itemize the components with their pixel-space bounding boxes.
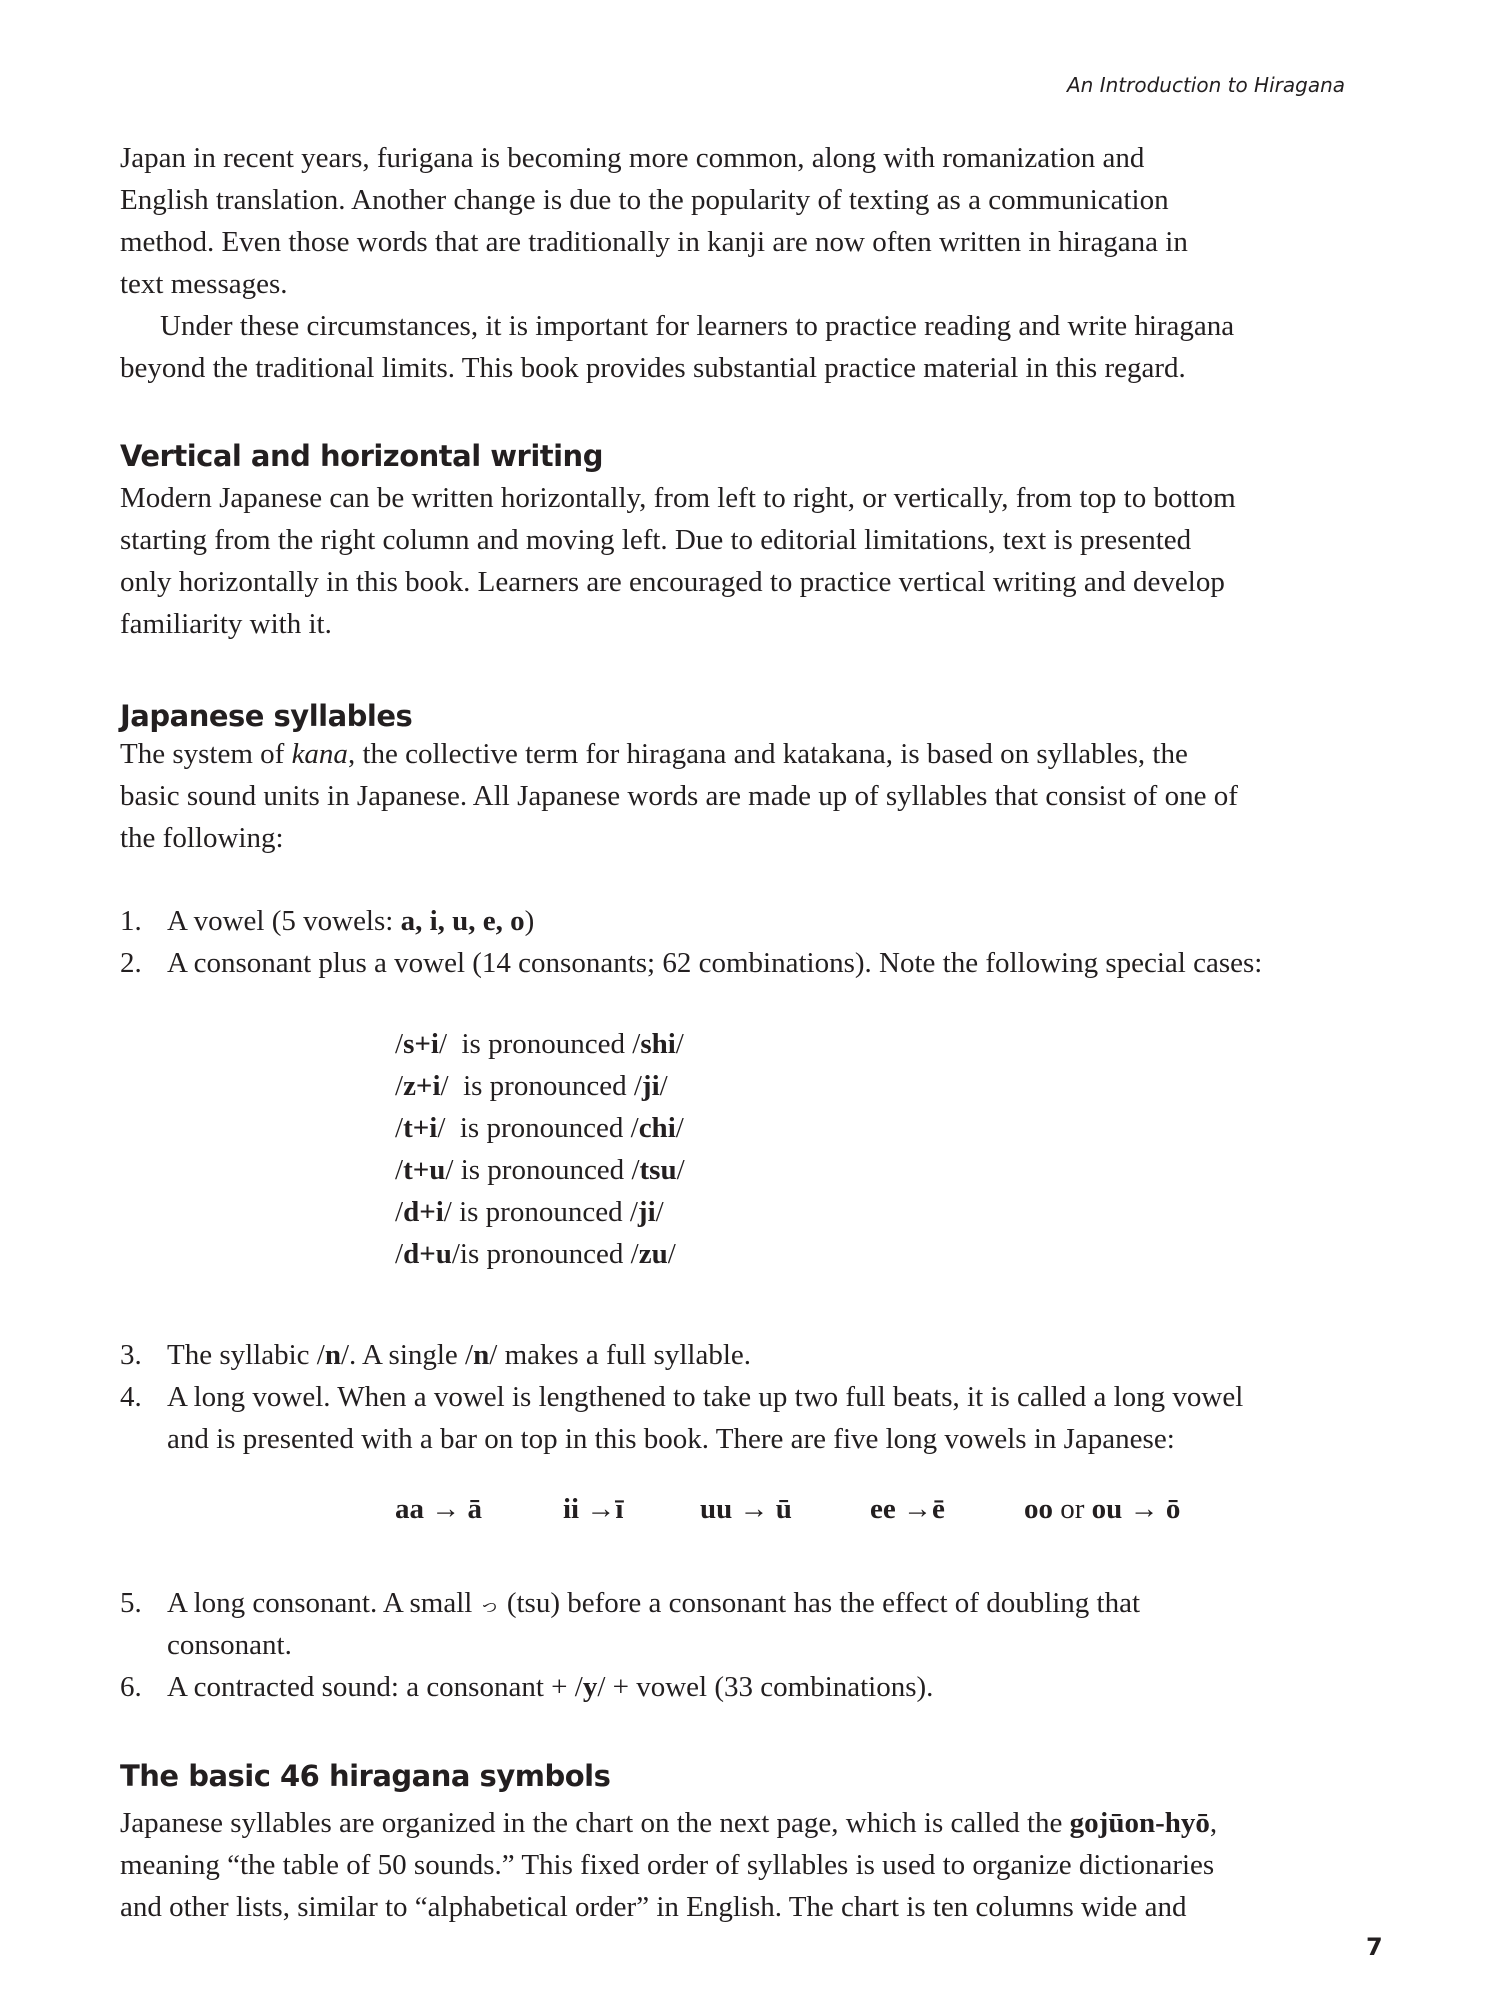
text-line: Under these circumstances, it is important for learners to practice reading and write hiragana bbox=[160, 310, 1235, 342]
arrow-icon: → bbox=[739, 1493, 769, 1525]
input-syllable: s+i bbox=[403, 1028, 439, 1060]
list-text bbox=[167, 1673, 933, 1702]
input-syllable: d+i bbox=[403, 1196, 444, 1228]
text-line: text messages. bbox=[120, 268, 288, 300]
text-line: starting from the right column and moving left. Due to editorial limitations, text is presented bbox=[120, 524, 1192, 556]
text-span: A contracted sound: a consonant + / bbox=[167, 1671, 583, 1703]
list-number: 5. bbox=[120, 1587, 142, 1619]
text-line: meaning “the table of 50 sounds.” This fixed order of syllables is used to organize dictionaries bbox=[120, 1849, 1215, 1881]
page-number: 7 bbox=[1366, 1933, 1383, 1961]
text-line: only horizontally in this book. Learners are encouraged to practice vertical writing and develop bbox=[120, 566, 1225, 598]
text-line: Modern Japanese can be written horizontally, from left to right, or vertically, from top to bottom bbox=[120, 482, 1236, 514]
input-syllable: z+i bbox=[403, 1070, 441, 1102]
arrow-icon: → bbox=[586, 1493, 616, 1525]
list-number: 6. bbox=[120, 1671, 142, 1703]
special-case-row: /d+u/is pronounced /zu/ bbox=[395, 1238, 676, 1270]
y-bold: y bbox=[582, 1671, 598, 1703]
vowel-to: ō bbox=[1165, 1493, 1181, 1525]
text-line bbox=[120, 1809, 1217, 1838]
input-syllable: t+i bbox=[403, 1112, 438, 1144]
special-case-row: /t+i/ is pronounced /chi/ bbox=[395, 1112, 684, 1144]
text-span: , the collective term for hiragana and katakana, is based on syllables, the bbox=[347, 738, 1188, 770]
arrow-icon: → bbox=[1129, 1493, 1159, 1525]
section-heading: The basic 46 hiragana symbols bbox=[120, 1759, 611, 1793]
text-line: and other lists, similar to “alphabetical order” in English. The chart is ten columns wide and bbox=[120, 1891, 1187, 1923]
special-case-row: /s+i/ is pronounced /shi/ bbox=[395, 1028, 684, 1060]
pronounced-label: is pronounced bbox=[463, 1070, 627, 1102]
pronounced-label: is pronounced bbox=[460, 1154, 625, 1186]
text-span: The system of bbox=[120, 738, 292, 770]
input-syllable: t+u bbox=[403, 1154, 446, 1186]
vowel-to: ē bbox=[932, 1493, 945, 1525]
list-text: and is presented with a bar on top in this book. There are five long vowels in Japanese: bbox=[167, 1423, 1175, 1455]
n-bold: n bbox=[324, 1339, 341, 1371]
special-case-row: /z+i/ is pronounced /ji/ bbox=[395, 1070, 668, 1102]
text-line: the following: bbox=[120, 822, 284, 854]
vowel-to: ī bbox=[615, 1493, 624, 1525]
special-case-row: /d+i/ is pronounced /ji/ bbox=[395, 1196, 664, 1228]
or-label: or bbox=[1060, 1493, 1085, 1525]
small-tsu-glyph: っ bbox=[479, 1595, 500, 1617]
running-header: An Introduction to Hiragana bbox=[1067, 73, 1346, 97]
output-syllable: ji bbox=[641, 1070, 660, 1102]
kana-term: kana bbox=[291, 738, 348, 770]
list-text: consonant. bbox=[167, 1629, 292, 1661]
pronounced-label: is pronounced bbox=[459, 1238, 624, 1270]
long-vowel-pair bbox=[700, 1495, 792, 1524]
output-syllable: tsu bbox=[639, 1154, 677, 1186]
text-span: The syllabic / bbox=[167, 1339, 325, 1371]
vowel-to: ū bbox=[775, 1493, 792, 1525]
list-number: 4. bbox=[120, 1381, 142, 1413]
list-text: A consonant plus a vowel (14 consonants; 62 combinations). Note the following special cases: bbox=[167, 947, 1263, 979]
long-vowel-pair bbox=[1024, 1495, 1180, 1524]
output-syllable: zu bbox=[638, 1238, 668, 1270]
list-number: 2. bbox=[120, 947, 142, 979]
text-span: / + vowel (33 combinations). bbox=[597, 1671, 934, 1703]
text-span: A long consonant. A small bbox=[167, 1587, 480, 1619]
text-line: Japan in recent years, furigana is becoming more common, along with romanization and bbox=[120, 142, 1145, 174]
text-line: basic sound units in Japanese. All Japanese words are made up of syllables that consist of one of bbox=[120, 780, 1238, 812]
input-syllable: d+u bbox=[403, 1238, 452, 1270]
list-number: 3. bbox=[120, 1339, 142, 1371]
arrow-icon: → bbox=[903, 1493, 932, 1525]
vowel-from: oo bbox=[1024, 1493, 1053, 1525]
n-bold: n bbox=[473, 1339, 490, 1371]
text-span: ) bbox=[524, 905, 535, 937]
section-heading: Japanese syllables bbox=[120, 699, 413, 733]
text-span: Japanese syllables are organized in the chart on the next page, which is called the bbox=[120, 1807, 1070, 1839]
text-line: beyond the traditional limits. This book provides substantial practice material in this regard. bbox=[120, 352, 1186, 384]
text-line bbox=[120, 740, 1188, 769]
text-line: familiarity with it. bbox=[120, 608, 332, 640]
text-span: (tsu) before a consonant has the effect of doubling that bbox=[499, 1587, 1141, 1619]
vowel-from: ii bbox=[563, 1493, 580, 1525]
vowel-to: ā bbox=[467, 1493, 482, 1525]
list-text: A long vowel. When a vowel is lengthened to take up two full beats, it is called a long vowel bbox=[167, 1381, 1244, 1413]
pronounced-label: is pronounced bbox=[461, 1028, 625, 1060]
long-vowel-pair bbox=[395, 1495, 482, 1524]
list-number: 1. bbox=[120, 905, 142, 937]
output-syllable: ji bbox=[637, 1196, 656, 1228]
list-text bbox=[167, 1341, 751, 1370]
section-heading: Vertical and horizontal writing bbox=[120, 439, 603, 473]
vowels-bold: a, i, u, e, o bbox=[400, 905, 525, 937]
text-span: A vowel (5 vowels: bbox=[167, 905, 401, 937]
text-line: English translation. Another change is due to the popularity of texting as a communication bbox=[120, 184, 1169, 216]
long-vowel-pair bbox=[563, 1495, 623, 1524]
vowel-from: ee bbox=[870, 1493, 896, 1525]
text-span: / makes a full syllable. bbox=[489, 1339, 752, 1371]
pronounced-label: is pronounced bbox=[459, 1112, 624, 1144]
text-span: /. A single / bbox=[340, 1339, 474, 1371]
pronounced-label: is pronounced bbox=[459, 1196, 623, 1228]
arrow-icon: → bbox=[431, 1493, 461, 1525]
special-case-row: /t+u/ is pronounced /tsu/ bbox=[395, 1154, 685, 1186]
vowel-from-alt: ou bbox=[1091, 1493, 1123, 1525]
list-text bbox=[167, 1589, 1140, 1618]
vowel-from: aa bbox=[395, 1493, 424, 1525]
output-syllable: chi bbox=[638, 1112, 676, 1144]
output-syllable: shi bbox=[640, 1028, 676, 1060]
vowel-from: uu bbox=[700, 1493, 733, 1525]
long-vowel-pair bbox=[870, 1495, 945, 1524]
text-span: , bbox=[1209, 1807, 1218, 1839]
text-line: method. Even those words that are traditionally in kanji are now often written in hiragana in bbox=[120, 226, 1188, 258]
gojuon-term: gojūon-hyō bbox=[1069, 1807, 1210, 1839]
list-text bbox=[167, 907, 534, 936]
